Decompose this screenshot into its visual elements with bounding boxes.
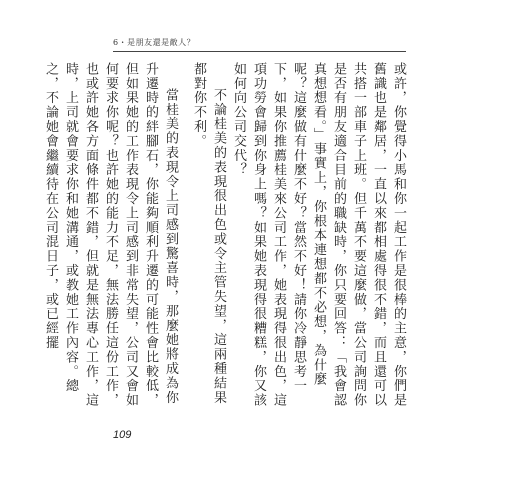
paragraph: 不論桂美的表現很出色或令主管失望，這兩種結果都對你不利。 [191,62,226,405]
page-number: 109 [113,429,132,441]
body-text [43,62,408,414]
header-rule [113,51,406,52]
paragraph: 或許，你覺得小馬和你一起工作是很棒的主意，你們是舊識也是鄰居，一直以來都相處得很不錯，而且還可以共搭一部車子上班。但千萬不要這麼做，當公司詢問你是否有朋友適合目前的職缺時，你只要回答：「我會認真想想看。」事實上，你根本連想都不必想，為什麼呢？這麼做有什麼不好？當然不好！請你冷靜思考一下，如果你推薦桂美來公司工作，她表現得很出色，這項功勞會歸到你身上嗎？如果她表現得很糟糕，你又該如何向公司交代？ [231,62,406,408]
running-head: 6・是朋友還是敵人？ [113,38,196,47]
paragraph: 當桂美的表現令上司感到驚喜時，那麼她將成為你升遷時的絆腳石，你能夠順利升遷的可能性會比較低，但如果她的工作表現令上司感到非常失望，公司又會如何要求你呢？也許她的能力不足，無法勝任這份工作，也或許她各方面條件都不錯，但就是無法專心工作，這時，上司就會要求你和她溝通，或教她工作內容。總之，不論她會繼續待在公司混日子，或已經擺 [43,62,178,408]
